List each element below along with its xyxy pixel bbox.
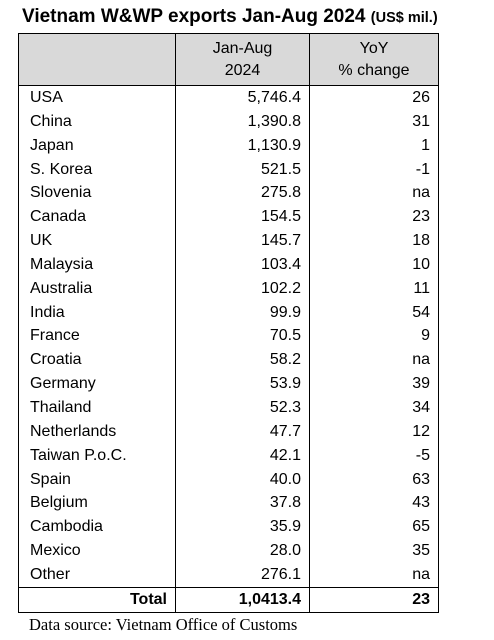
table-row <box>19 491 439 515</box>
value-cell: 521.5 <box>176 158 310 182</box>
yoy-cell: 63 <box>310 468 439 492</box>
yoy-cell: 1 <box>310 134 439 158</box>
value-cell: 145.7 <box>176 229 310 253</box>
total-label: Total <box>19 587 176 612</box>
table-header <box>19 34 439 86</box>
yoy-cell: 9 <box>310 324 439 348</box>
table-row <box>19 420 439 444</box>
country-cell: Netherlands <box>19 420 176 444</box>
table-row <box>19 277 439 301</box>
data-source-note: Data source: Vietnam Office of Customs <box>29 615 298 634</box>
table-row <box>19 515 439 539</box>
yoy-cell: 34 <box>310 396 439 420</box>
country-cell: Japan <box>19 134 176 158</box>
header-row <box>19 34 439 86</box>
country-cell: Canada <box>19 205 176 229</box>
value-cell: 35.9 <box>176 515 310 539</box>
table-row <box>19 539 439 563</box>
header-yoy-line1: YoY <box>359 40 389 57</box>
country-cell: Australia <box>19 277 176 301</box>
country-cell: Malaysia <box>19 253 176 277</box>
table-row <box>19 444 439 468</box>
total-value: 1,0413.4 <box>176 587 310 612</box>
value-cell: 70.5 <box>176 324 310 348</box>
table-row <box>19 396 439 420</box>
header-value-line1: Jan-Aug <box>212 40 273 57</box>
document-title <box>22 5 492 30</box>
country-cell: USA <box>19 86 176 110</box>
yoy-cell: 43 <box>310 491 439 515</box>
country-cell: Cambodia <box>19 515 176 539</box>
table-row <box>19 110 439 134</box>
yoy-cell: 35 <box>310 539 439 563</box>
yoy-cell: -1 <box>310 158 439 182</box>
country-cell: Slovenia <box>19 181 176 205</box>
total-yoy: 23 <box>310 587 439 612</box>
yoy-cell: 10 <box>310 253 439 277</box>
yoy-cell: 11 <box>310 277 439 301</box>
yoy-cell: 65 <box>310 515 439 539</box>
value-cell: 102.2 <box>176 277 310 301</box>
table-body <box>19 86 439 613</box>
country-cell: Croatia <box>19 348 176 372</box>
country-cell: India <box>19 301 176 325</box>
value-cell: 275.8 <box>176 181 310 205</box>
country-cell: Spain <box>19 468 176 492</box>
country-cell: Mexico <box>19 539 176 563</box>
value-cell: 99.9 <box>176 301 310 325</box>
yoy-cell: 18 <box>310 229 439 253</box>
value-cell: 47.7 <box>176 420 310 444</box>
table-row <box>19 301 439 325</box>
country-cell: Belgium <box>19 491 176 515</box>
yoy-cell: 39 <box>310 372 439 396</box>
country-cell: UK <box>19 229 176 253</box>
country-cell: Other <box>19 563 176 587</box>
table-row <box>19 253 439 277</box>
yoy-cell: 23 <box>310 205 439 229</box>
value-cell: 37.8 <box>176 491 310 515</box>
table-row <box>19 563 439 587</box>
header-value-line2: 2024 <box>224 62 261 79</box>
yoy-cell: 31 <box>310 110 439 134</box>
header-yoy <box>310 34 439 86</box>
value-cell: 154.5 <box>176 205 310 229</box>
yoy-cell: na <box>310 348 439 372</box>
country-cell: Thailand <box>19 396 176 420</box>
table-row <box>19 229 439 253</box>
table-row <box>19 468 439 492</box>
value-cell: 53.9 <box>176 372 310 396</box>
value-cell: 5,746.4 <box>176 86 310 110</box>
header-yoy-line2: % change <box>338 62 410 79</box>
value-cell: 42.1 <box>176 444 310 468</box>
value-cell: 103.4 <box>176 253 310 277</box>
table-row <box>19 86 439 110</box>
country-cell: Germany <box>19 372 176 396</box>
table-row <box>19 324 439 348</box>
value-cell: 1,390.8 <box>176 110 310 134</box>
yoy-cell: 26 <box>310 86 439 110</box>
value-cell: 40.0 <box>176 468 310 492</box>
value-cell: 1,130.9 <box>176 134 310 158</box>
country-cell: France <box>19 324 176 348</box>
table-row <box>19 205 439 229</box>
country-cell: China <box>19 110 176 134</box>
title-text: Vietnam W&WP exports Jan-Aug 2024 <box>22 6 366 27</box>
table-row <box>19 158 439 182</box>
value-cell: 276.1 <box>176 563 310 587</box>
table-row <box>19 348 439 372</box>
country-cell: Taiwan P.o.C. <box>19 444 176 468</box>
yoy-cell: -5 <box>310 444 439 468</box>
header-country <box>19 34 176 86</box>
table-row <box>19 181 439 205</box>
value-cell: 28.0 <box>176 539 310 563</box>
header-value <box>176 34 310 86</box>
table-row <box>19 134 439 158</box>
value-cell: 52.3 <box>176 396 310 420</box>
yoy-cell: 12 <box>310 420 439 444</box>
title-unit: (US$ mil.) <box>370 10 438 26</box>
total-row <box>19 587 439 612</box>
yoy-cell: na <box>310 181 439 205</box>
table-row <box>19 372 439 396</box>
value-cell: 58.2 <box>176 348 310 372</box>
yoy-cell: 54 <box>310 301 439 325</box>
country-cell: S. Korea <box>19 158 176 182</box>
exports-table <box>18 33 439 613</box>
yoy-cell: na <box>310 563 439 587</box>
